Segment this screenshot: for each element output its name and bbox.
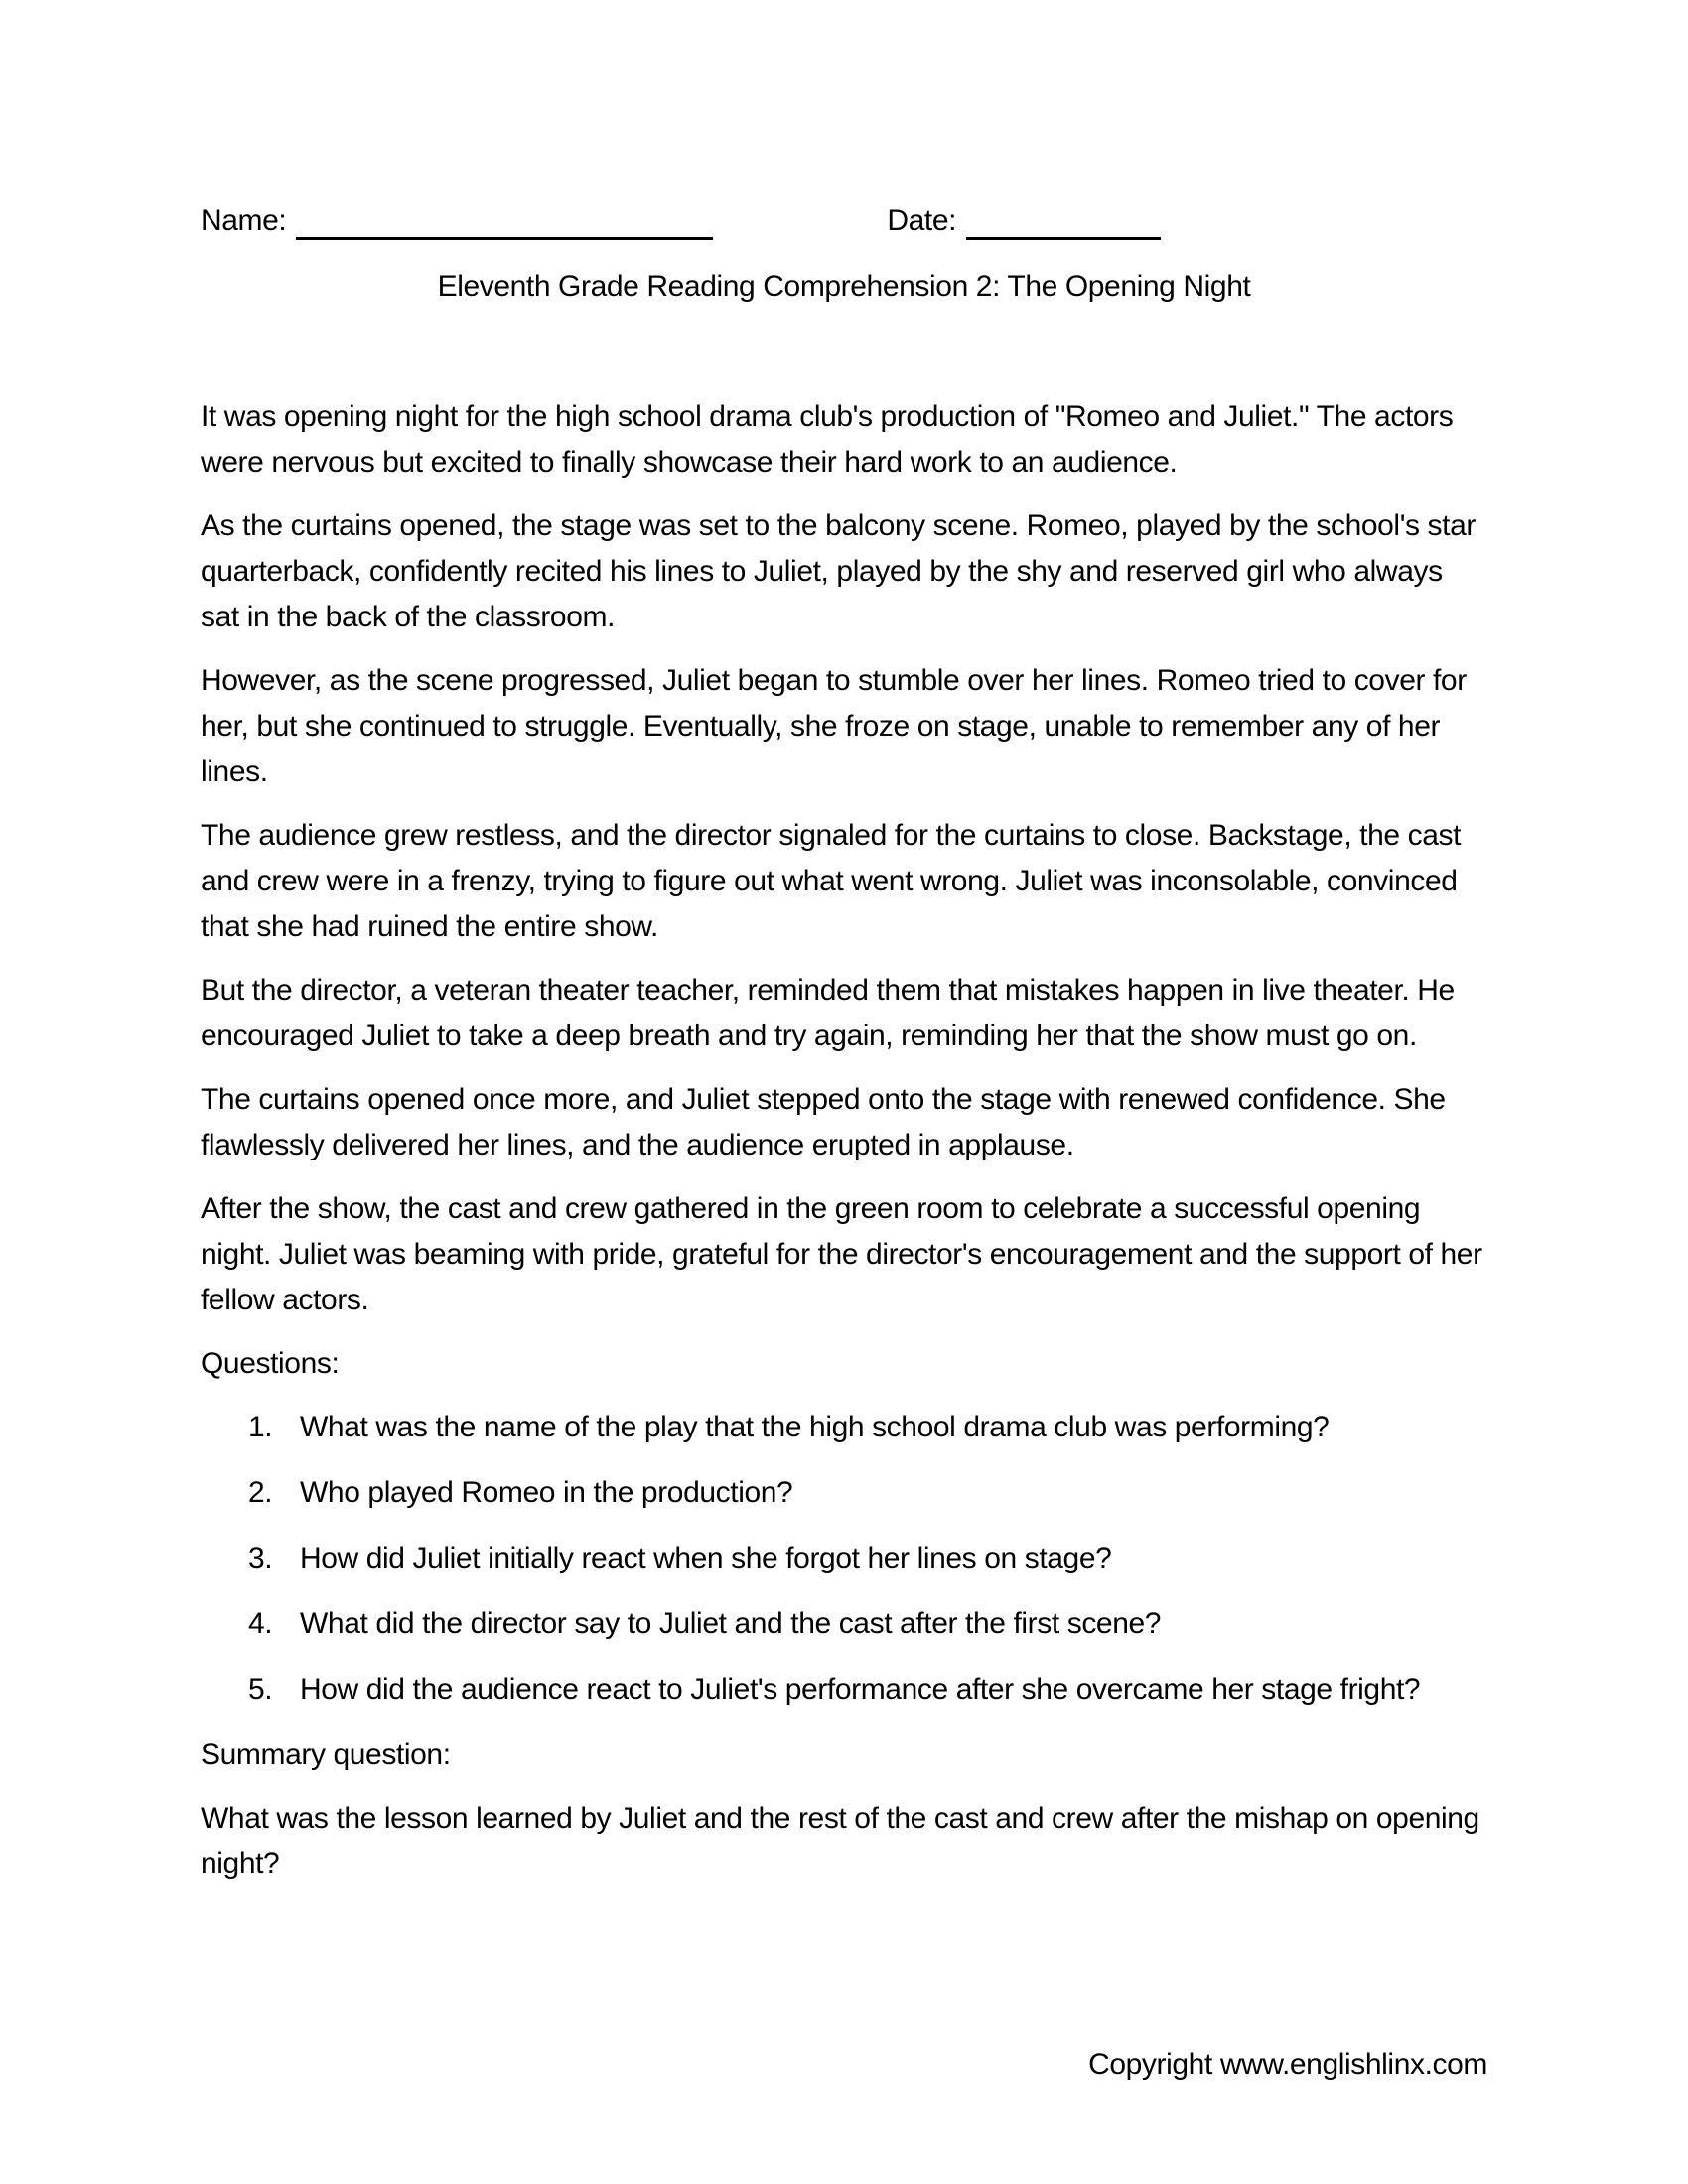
question-text: What was the name of the play that the high school drama club was performing? bbox=[300, 1411, 1330, 1443]
question-item bbox=[201, 1405, 1487, 1450]
worksheet-content bbox=[201, 199, 1487, 1887]
passage-paragraph: As the curtains opened, the stage was set to the balcony scene. Romeo, played by the school's star quarterback, confidently recited his lines to Juliet, played by the shy and reserved girl who always sat in the back of the classroom. bbox=[201, 509, 1476, 633]
date-group bbox=[887, 199, 1161, 244]
passage-paragraph: The audience grew restless, and the director signaled for the curtains to close. Backstage, the cast and crew were in a frenzy, trying to figure out what went wrong. Juliet was inconsolable, convinced that she had ruined the entire show. bbox=[201, 819, 1462, 943]
question-item bbox=[201, 1601, 1487, 1647]
header-row bbox=[201, 199, 1487, 244]
question-text: Who played Romeo in the production? bbox=[300, 1476, 793, 1509]
date-blank-line bbox=[966, 204, 1161, 240]
question-number: 1. bbox=[248, 1411, 273, 1443]
question-number: 3. bbox=[248, 1542, 273, 1574]
passage-paragraph: After the show, the cast and crew gathered in the green room to celebrate a successful opening night. Juliet was beaming with pride, grateful for the director's encouragement and the support of her fellow actors. bbox=[201, 1192, 1482, 1316]
reading-passage bbox=[201, 394, 1487, 1323]
copyright-footer: Copyright www.englishlinx.com bbox=[1088, 2048, 1487, 2081]
summary-question: What was the lesson learned by Juliet and the rest of the cast and crew after the mishap on opening night? bbox=[201, 1802, 1479, 1880]
passage-paragraph: It was opening night for the high school drama club's production of "Romeo and Juliet." The actors were nervous but excited to finally showcase their hard work to an audience. bbox=[201, 400, 1454, 478]
question-item bbox=[201, 1470, 1487, 1516]
date-label: Date: bbox=[887, 205, 957, 237]
question-number: 5. bbox=[248, 1673, 273, 1706]
question-text: How did Juliet initially react when she forgot her lines on stage? bbox=[300, 1542, 1112, 1574]
question-number: 4. bbox=[248, 1607, 273, 1640]
summary-heading: Summary question: bbox=[201, 1738, 451, 1771]
passage-paragraph: However, as the scene progressed, Juliet began to stumble over her lines. Romeo tried to cover for her, but she continued to struggle. Eventually, she froze on stage, unable to remember any of her lines. bbox=[201, 664, 1467, 788]
question-item bbox=[201, 1536, 1487, 1581]
name-label: Name: bbox=[201, 205, 287, 237]
page-title: Eleventh Grade Reading Comprehension 2: The Opening Night bbox=[437, 270, 1251, 303]
question-text: What did the director say to Juliet and the cast after the first scene? bbox=[300, 1607, 1162, 1640]
question-number: 2. bbox=[248, 1476, 273, 1509]
question-text: How did the audience react to Juliet's performance after she overcame her stage fright? bbox=[300, 1673, 1421, 1706]
passage-paragraph: But the director, a veteran theater teacher, reminded them that mistakes happen in live theater. He encouraged Juliet to take a deep breath and try again, reminding her that the show must go on. bbox=[201, 974, 1455, 1052]
questions-list bbox=[201, 1405, 1487, 1712]
name-blank-line bbox=[296, 204, 713, 240]
passage-paragraph: The curtains opened once more, and Juliet stepped onto the stage with renewed confidence. She flawlessly delivered her lines, and the audience erupted in applause. bbox=[201, 1083, 1446, 1161]
question-item bbox=[201, 1667, 1487, 1712]
questions-heading: Questions: bbox=[201, 1347, 340, 1380]
